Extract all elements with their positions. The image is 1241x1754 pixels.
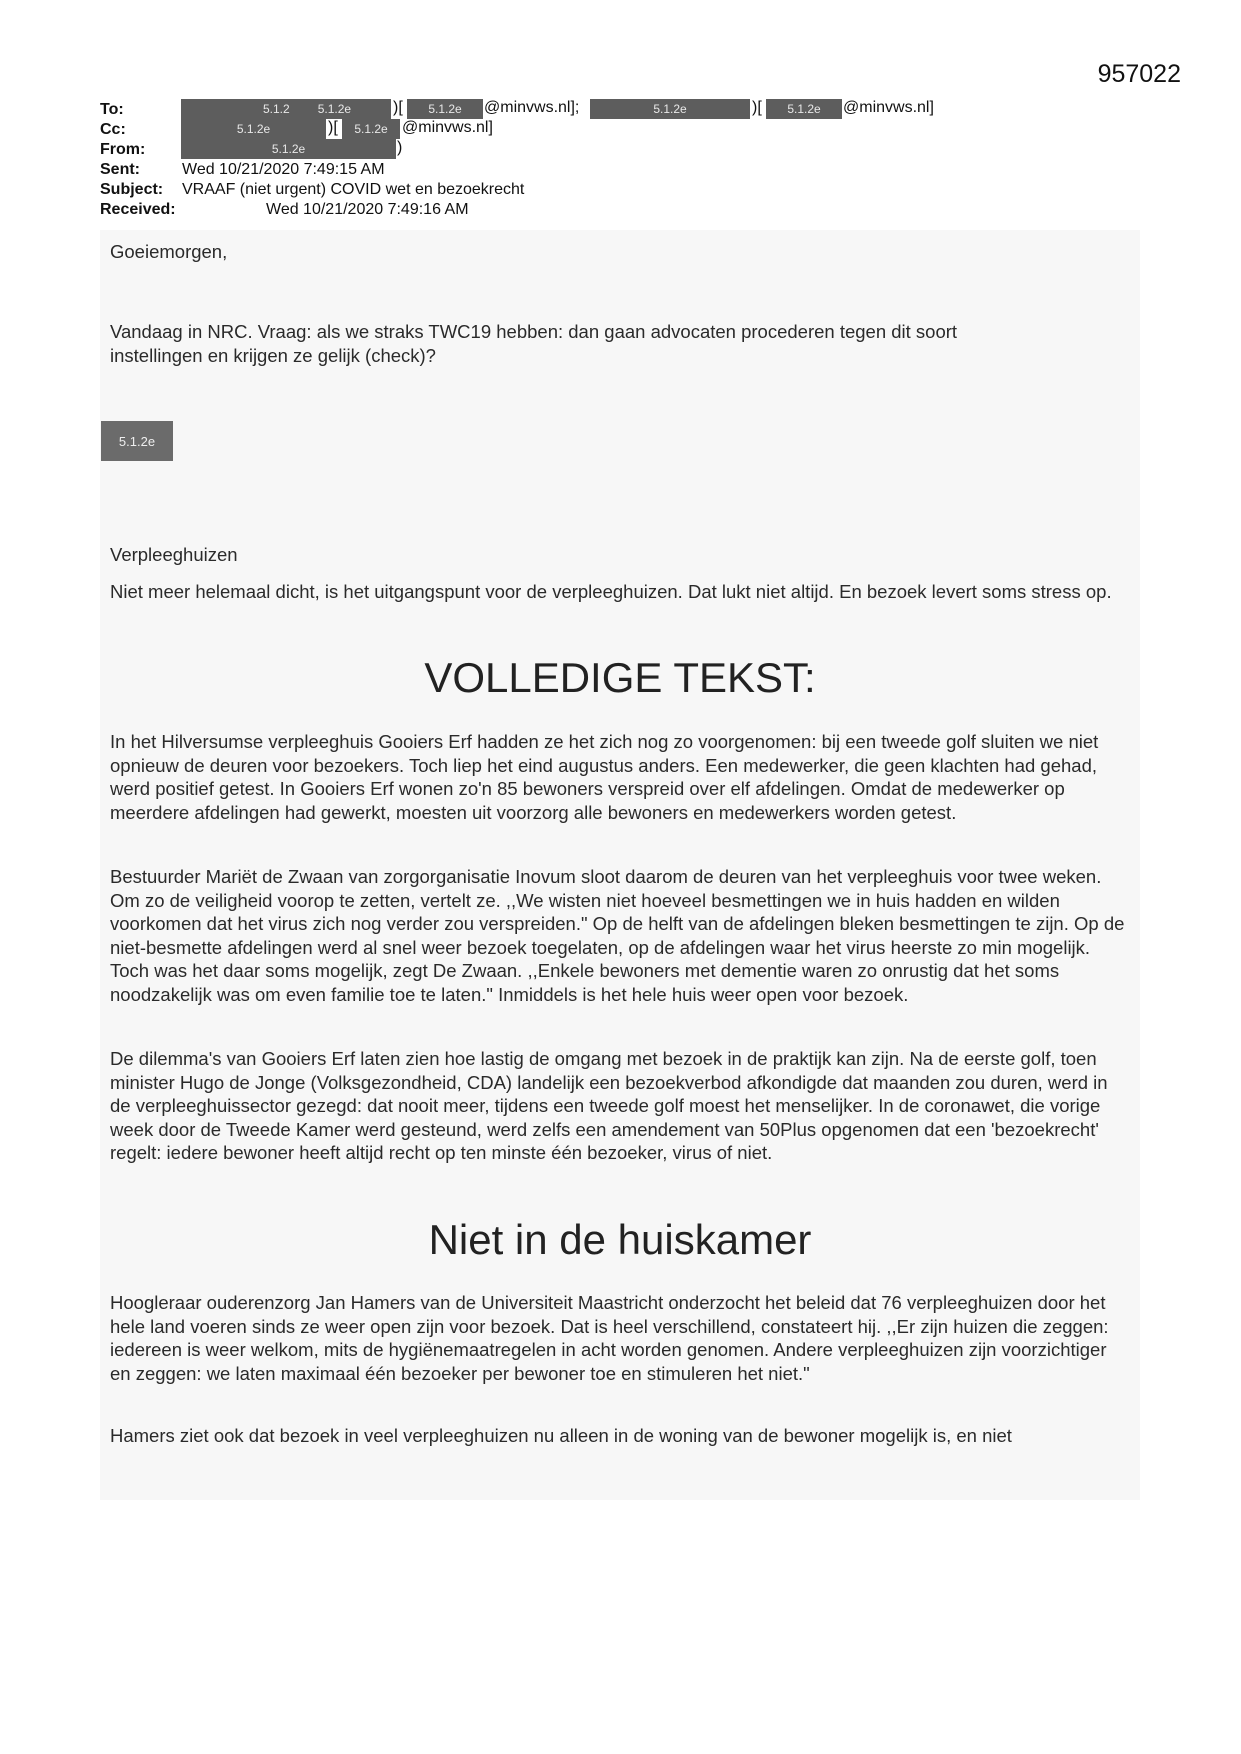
lead-paragraph: Niet meer helemaal dicht, is het uitgangspunt voor de verpleeghuizen. Dat lukt niet altijd. En bezoek levert soms stress op.	[110, 581, 1112, 602]
subject-label: Subject:	[100, 181, 164, 198]
received-value: Wed 10/21/2020 7:49:16 AM	[266, 201, 469, 218]
to-redaction-2: 5.1.2e	[407, 99, 483, 119]
from-label: From:	[100, 141, 146, 158]
cc-label: Cc:	[100, 121, 126, 138]
from-redaction: 5.1.2e	[181, 139, 396, 159]
document-number: 957022	[1097, 60, 1181, 88]
section-label: Verpleeghuizen	[110, 544, 238, 565]
heading-full-text: VOLLEDIGE TEKST:	[424, 654, 816, 701]
cc-redaction-1: 5.1.2e	[181, 119, 326, 139]
intro-line-1: Vandaag in NRC. Vraag: als we straks TWC19 hebben: dan gaan advocaten procederen tegen dit soort	[110, 321, 958, 342]
subject-value: VRAAF (niet urgent) COVID wet en bezoekrecht	[182, 181, 525, 198]
cc-redaction-2: 5.1.2e	[342, 119, 400, 139]
to-sep-2: )[	[752, 99, 762, 116]
to-domain-1: @minvws.nl];	[484, 99, 580, 116]
to-domain-2: @minvws.nl]	[843, 99, 934, 116]
to-redaction-3: 5.1.2e	[590, 99, 750, 119]
received-label: Received:	[100, 201, 176, 218]
to-redaction-4: 5.1.2e	[766, 99, 842, 119]
from-paren: )	[397, 139, 403, 156]
cc-domain: @minvws.nl]	[402, 119, 493, 136]
sent-label: Sent:	[100, 161, 140, 178]
sent-value: Wed 10/21/2020 7:49:15 AM	[182, 161, 385, 178]
paragraph-3: De dilemma's van Gooiers Erf laten zien hoe lastig de omgang met bezoek in de praktijk kan zijn. Na de eerste golf, toen minister Hugo de Jonge (Volksgezondheid, CDA) landelijk een bezoekverbod afkondigde dat maanden zou duren, werd in de verpleeghuissector gezegd: dat nooit meer, tijdens een tweede golf moest het menselijker. In de coronawet, die vorige week door de Tweede Kamer werd gesteund, werd zelfs een amendement van 50Plus opgenomen dat een 'bezoekrecht' regelt: iedere bewoner heeft altijd recht op ten minste één bezoeker, virus of niet.	[110, 1048, 1108, 1163]
to-label: To:	[100, 101, 124, 118]
paragraph-4: Hoogleraar ouderenzorg Jan Hamers van de Universiteit Maastricht onderzocht het beleid dat 76 verpleeghuizen door het hele land voeren sinds ze weer open zijn voor bezoek. Dat is heel verschillend, constateert hij. ,,Er zijn huizen die zeggen: iedereen is weer welkom, mits de hygiënemaatregelen in acht worden genomen. Andere verpleeghuizen zijn voorzichtiger en zeggen: we laten maximaal één bezoeker per bewoner toe en stimuleren het niet."	[110, 1292, 1109, 1384]
intro-line-2: instellingen en krijgen ze gelijk (check)?	[110, 345, 436, 366]
to-sep-1: )[	[393, 99, 403, 116]
paragraph-2: Bestuurder Mariët de Zwaan van zorgorganisatie Inovum sloot daarom de deuren van het verpleeghuis voor twee weken. Om zo de veiligheid voorop te zetten, vertelt ze. ,,We wisten niet hoeveel besmettingen we in huis hadden en wilden voorkomen dat het virus zich nog verder zou verspreiden." Op de helft van de afdelingen bleken besmettingen te zijn. Op de niet-besmette afdelingen werd al snel weer bezoek toegelaten, op de afdelingen waar het virus heerste zo min mogelijk. Toch was het daar soms mogelijk, zegt De Zwaan. ,,Enkele bewoners met dementie waren zo onrustig dat het soms noodzakelijk was om even familie toe te laten." Inmiddels is het hele huis weer open voor bezoek.	[110, 866, 1125, 1005]
signature-redaction: 5.1.2e	[101, 421, 173, 461]
cc-sep: )[	[328, 119, 338, 136]
paragraph-5: Hamers ziet ook dat bezoek in veel verpleeghuizen nu alleen in de woning van de bewoner mogelijk is, en niet	[110, 1425, 1012, 1446]
to-redaction-1: 5.1.2 5.1.2e	[181, 99, 391, 119]
greeting: Goeiemorgen,	[110, 241, 228, 262]
paragraph-1: In het Hilversumse verpleeghuis Gooiers Erf hadden ze het zich nog zo voorgenomen: bij een tweede golf sluiten we niet opnieuw de deuren voor bezoekers. Toch liep het eind augustus anders. Een medewerker, die geen klachten had gehad, werd positief getest. In Gooiers Erf wonen zo'n 85 bewoners verspreid over elf afdelingen. Omdat de medewerker op meerdere afdelingen had gewerkt, moesten uit voorzorg alle bewoners en medewerkers worden getest.	[110, 731, 1099, 823]
heading-niet-in-de-huiskamer: Niet in de huiskamer	[428, 1216, 812, 1263]
